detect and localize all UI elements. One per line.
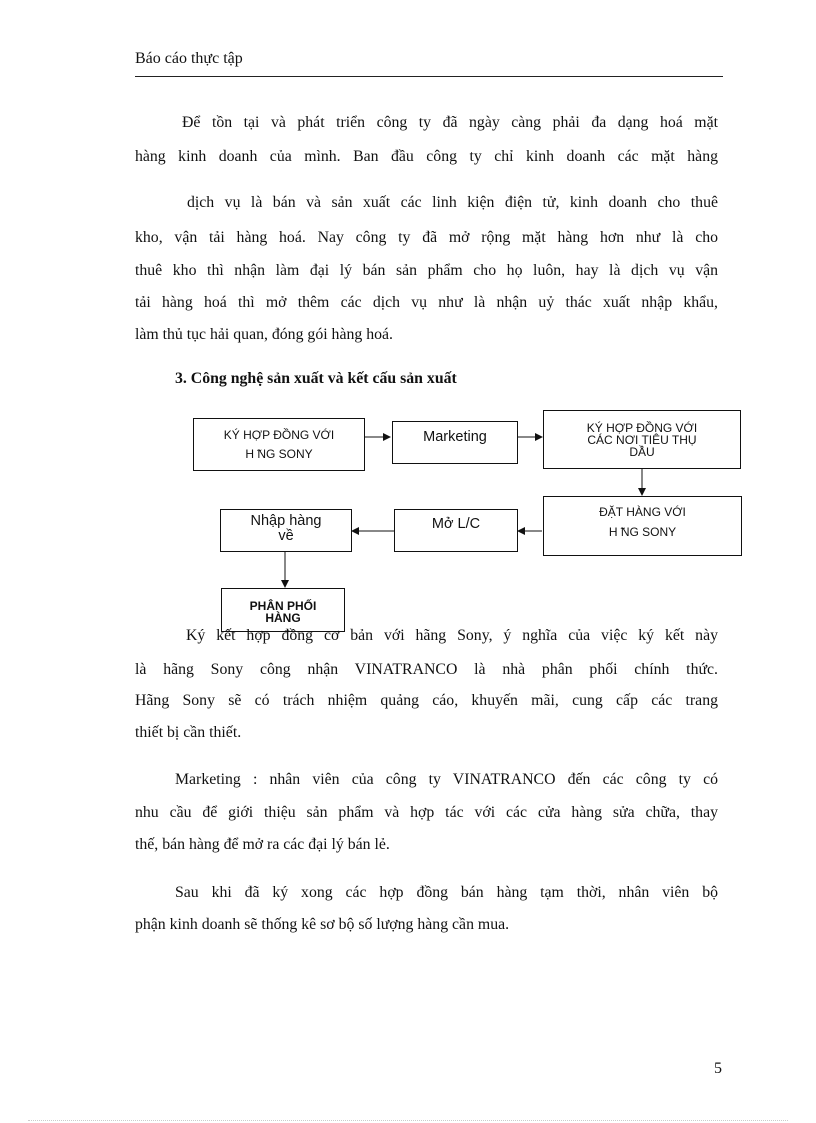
paragraph-line: Ký kết hợp đồng cơ bản với hãng Sony, ý nghĩa của việc ký kết này: [186, 627, 718, 644]
paragraph-line: Hãng Sony sẽ có trách nhiệm quảng cáo, khuyến mãi, cung cấp các trang: [135, 692, 718, 709]
flow-box-sign-consumers: [543, 410, 741, 469]
paragraph-line: hàng kinh doanh của mình. Ban đầu công ty chỉ kinh doanh các mặt hàng: [135, 148, 718, 165]
paragraph-line: thế, bán hàng để mở ra các đại lý bán lẻ.: [135, 836, 390, 853]
paragraph-line: Marketing : nhân viên của công ty VINATRANCO đến các công ty có: [175, 771, 718, 788]
flow-box-text: CÁC NƠI TIÊU THỤ: [587, 433, 697, 447]
flow-box-text: Mở L/C: [431, 516, 481, 532]
flow-box-open-lc: [394, 509, 518, 552]
paragraph-line: dịch vụ là bán và sản xuất các linh kiện điện tử, kinh doanh cho thuê: [187, 194, 718, 211]
flow-box-text: KÝ HỢP ĐỒNG VỚI: [223, 428, 335, 442]
flow-box-text: DẦU: [629, 445, 655, 459]
flow-box-text: Nhập hàng: [250, 513, 322, 529]
paragraph-line: Để tồn tại và phát triển công ty đã ngày càng phải đa dạng hoá mặt: [182, 114, 718, 131]
paragraph-line: nhu cầu để giới thiệu sản phẩm và hợp tác với các cửa hàng sửa chữa, thay: [135, 804, 718, 821]
flow-box-text: ĐẶT HÀNG VỚI: [599, 505, 686, 519]
paragraph-line: làm thủ tục hải quan, đóng gói hàng hoá.: [135, 326, 393, 343]
header-title: Báo cáo thực tập: [135, 50, 243, 67]
flow-box-text: về: [278, 528, 294, 544]
paragraph-line: thiết bị cần thiết.: [135, 724, 242, 741]
page-number: 5: [714, 1060, 722, 1077]
flow-box-text: H ̃NG SONY: [608, 525, 677, 539]
flow-box-text: Marketing: [423, 429, 487, 445]
flow-box-text: KÝ HỢP ĐỒNG VỚI: [586, 421, 698, 435]
flow-box-import: [220, 509, 352, 552]
flow-box-text: HÀNG: [265, 611, 301, 625]
paragraph-line: thuê kho thì nhận làm đại lý bán sản phẩm cho họ luôn, hay là dịch vụ vận: [135, 262, 718, 279]
flow-box-sign-sony: [193, 418, 365, 471]
paragraph-line: kho, vận tải hàng hoá. Nay công ty đã mở rộng mặt hàng hơn như là cho: [135, 229, 718, 246]
section-heading: 3. Công nghệ sản xuất và kết cấu sản xuất: [175, 370, 457, 387]
flow-box-order-sony: [543, 496, 742, 556]
paragraph-line: Sau khi đã ký xong các hợp đồng bán hàng tạm thời, nhân viên bộ: [175, 884, 718, 901]
flow-box-marketing: [392, 421, 518, 464]
page-footer-divider: [28, 1120, 788, 1121]
paragraph-line: là hãng Sony công nhận VINATRANCO là nhà phân phối chính thức.: [135, 661, 718, 678]
flow-box-text: H ̃NG SONY: [245, 447, 313, 461]
paragraph-line: tải hàng hoá thì mở thêm các dịch vụ như là nhận uỷ thác xuất nhập khẩu,: [135, 294, 718, 311]
paragraph-line: phận kinh doanh sẽ thống kê sơ bộ số lượng hàng cần mua.: [135, 916, 510, 933]
flow-box-text: PHÂN PHỐI: [249, 599, 317, 613]
